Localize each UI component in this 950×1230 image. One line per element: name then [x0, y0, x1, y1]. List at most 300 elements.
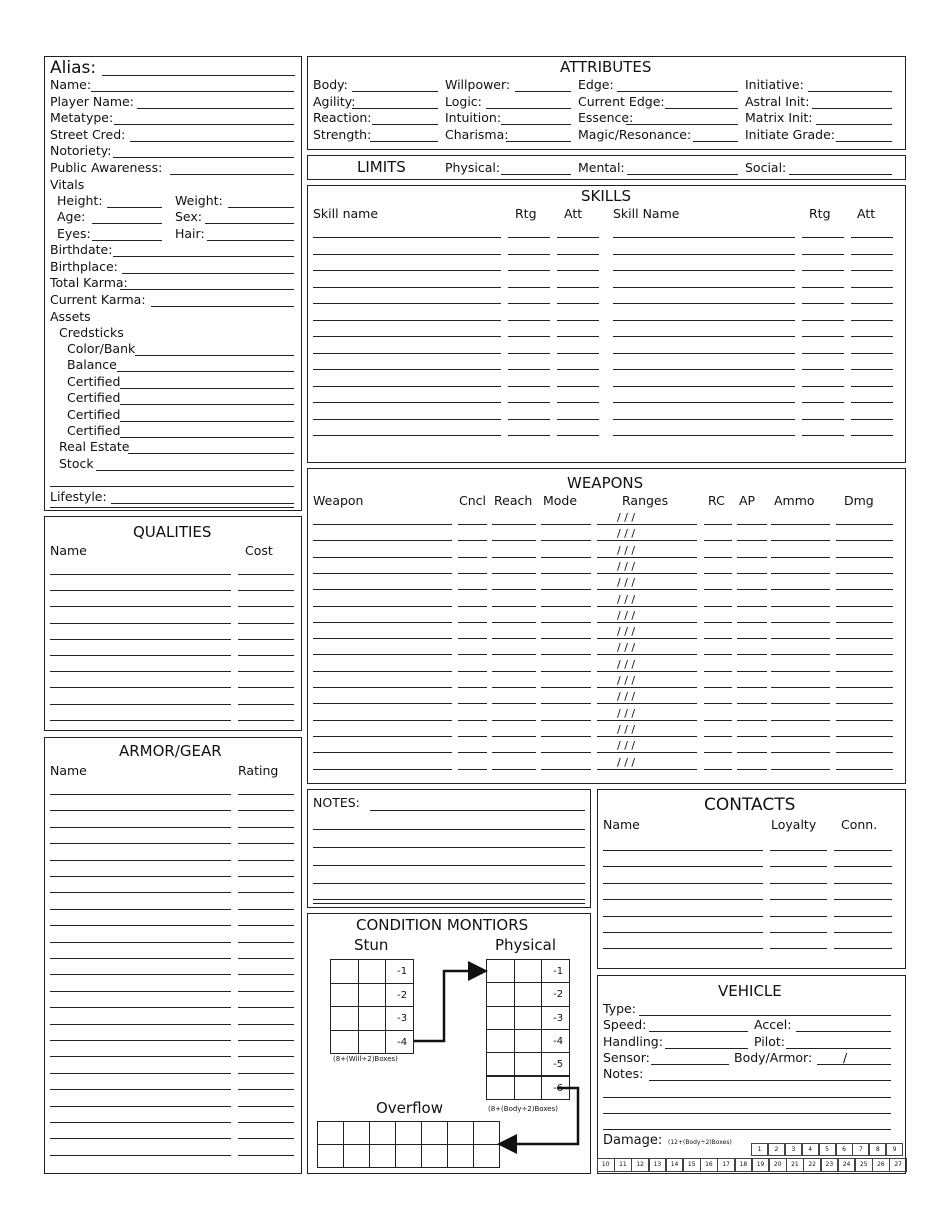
- weapon-name-field[interactable]: [313, 638, 452, 639]
- skill-rtg-field[interactable]: [508, 237, 550, 238]
- skill-att-field[interactable]: [851, 386, 893, 387]
- identity-field[interactable]: [137, 108, 294, 109]
- vehicle-damage-box[interactable]: 2: [768, 1143, 785, 1156]
- weapon-rc-field[interactable]: [704, 671, 732, 672]
- weapon-name-field[interactable]: [313, 720, 452, 721]
- skill-name-field[interactable]: [613, 254, 795, 255]
- weapon-ranges-field[interactable]: [597, 589, 697, 590]
- stun-box[interactable]: [330, 1006, 359, 1031]
- armor-name-field[interactable]: [50, 1155, 231, 1156]
- contact-conn-field[interactable]: [834, 948, 892, 949]
- weapon-name-field[interactable]: [313, 769, 452, 770]
- physical-modifier-box[interactable]: -1: [541, 959, 570, 983]
- vehicle-damage-box[interactable]: 12: [631, 1158, 649, 1172]
- weapon-cncl-field[interactable]: [458, 703, 487, 704]
- weapon-ap-field[interactable]: [737, 671, 767, 672]
- stun-modifier-box[interactable]: -2: [385, 983, 414, 1008]
- weapon-cncl-field[interactable]: [458, 736, 487, 737]
- armor-rating-field[interactable]: [238, 1040, 294, 1041]
- weapon-reach-field[interactable]: [492, 654, 536, 655]
- weapon-rc-field[interactable]: [704, 606, 732, 607]
- physical-modifier-box[interactable]: -3: [541, 1006, 570, 1030]
- attribute-field[interactable]: [352, 108, 438, 109]
- skill-att-field[interactable]: [557, 419, 599, 420]
- skill-name-field[interactable]: [313, 369, 501, 370]
- vehicle-damage-box[interactable]: 7: [852, 1143, 869, 1156]
- vehicle-damage-box[interactable]: 25: [855, 1158, 873, 1172]
- weapon-ap-field[interactable]: [737, 589, 767, 590]
- vehicle-damage-box[interactable]: 11: [614, 1158, 632, 1172]
- notes-line[interactable]: [313, 865, 585, 866]
- armor-name-field[interactable]: [50, 1056, 231, 1057]
- skill-name-field[interactable]: [313, 435, 501, 436]
- weapon-mode-field[interactable]: [541, 557, 591, 558]
- quality-cost-field[interactable]: [238, 623, 294, 624]
- weapon-rc-field[interactable]: [704, 524, 732, 525]
- skill-name-field[interactable]: [313, 353, 501, 354]
- identity-field[interactable]: [170, 174, 294, 175]
- weapon-dmg-field[interactable]: [836, 573, 893, 574]
- weapon-dmg-field[interactable]: [836, 557, 893, 558]
- contact-name-field[interactable]: [603, 932, 763, 933]
- weapon-mode-field[interactable]: [541, 687, 591, 688]
- quality-cost-field[interactable]: [238, 720, 294, 721]
- vehicle-sensor-field[interactable]: [651, 1064, 729, 1065]
- notes-field[interactable]: [370, 810, 585, 811]
- vehicle-damage-box[interactable]: 10: [597, 1158, 615, 1172]
- skill-att-field[interactable]: [557, 270, 599, 271]
- weapon-ap-field[interactable]: [737, 736, 767, 737]
- armor-name-field[interactable]: [50, 1122, 231, 1123]
- armor-rating-field[interactable]: [238, 1155, 294, 1156]
- contact-name-field[interactable]: [603, 850, 763, 851]
- attribute-field[interactable]: [617, 91, 738, 92]
- weapon-rc-field[interactable]: [704, 622, 732, 623]
- quality-cost-field[interactable]: [238, 704, 294, 705]
- weapon-rc-field[interactable]: [704, 769, 732, 770]
- vehicle-body-armor-field[interactable]: [817, 1064, 891, 1065]
- skill-name-field[interactable]: [313, 320, 501, 321]
- vehicle-damage-box[interactable]: 13: [649, 1158, 667, 1172]
- armor-rating-field[interactable]: [238, 958, 294, 959]
- weapon-ammo-field[interactable]: [771, 720, 830, 721]
- armor-name-field[interactable]: [50, 876, 231, 877]
- armor-name-field[interactable]: [50, 810, 231, 811]
- armor-rating-field[interactable]: [238, 1056, 294, 1057]
- physical-box[interactable]: [514, 959, 543, 983]
- skill-att-field[interactable]: [851, 369, 893, 370]
- weapon-cncl-field[interactable]: [458, 557, 487, 558]
- weapon-ammo-field[interactable]: [771, 589, 830, 590]
- vehicle-speed-field[interactable]: [649, 1031, 748, 1032]
- skill-rtg-field[interactable]: [802, 419, 844, 420]
- skill-att-field[interactable]: [557, 402, 599, 403]
- weapon-dmg-field[interactable]: [836, 687, 893, 688]
- credstick-field[interactable]: [135, 355, 294, 356]
- armor-rating-field[interactable]: [238, 1106, 294, 1107]
- weapon-rc-field[interactable]: [704, 589, 732, 590]
- skill-name-field[interactable]: [613, 287, 795, 288]
- stun-box[interactable]: [330, 1030, 359, 1055]
- assets-extra-line[interactable]: [50, 486, 294, 487]
- skill-name-field[interactable]: [313, 402, 501, 403]
- contact-name-field[interactable]: [603, 948, 763, 949]
- vehicle-damage-box[interactable]: 9: [886, 1143, 903, 1156]
- weapon-rc-field[interactable]: [704, 654, 732, 655]
- notes-line[interactable]: [313, 883, 585, 884]
- skill-name-field[interactable]: [313, 287, 501, 288]
- physical-box[interactable]: [486, 982, 515, 1006]
- weapon-ap-field[interactable]: [737, 654, 767, 655]
- weapon-reach-field[interactable]: [492, 622, 536, 623]
- skill-att-field[interactable]: [851, 435, 893, 436]
- stun-modifier-box[interactable]: -3: [385, 1006, 414, 1031]
- vehicle-pilot-field[interactable]: [786, 1048, 891, 1049]
- vitals-eyes-field[interactable]: [92, 240, 162, 241]
- quality-name-field[interactable]: [50, 687, 231, 688]
- attribute-field[interactable]: [812, 108, 892, 109]
- contact-name-field[interactable]: [603, 883, 763, 884]
- armor-name-field[interactable]: [50, 860, 231, 861]
- vitals-height-field[interactable]: [107, 207, 162, 208]
- weapon-name-field[interactable]: [313, 752, 452, 753]
- skill-att-field[interactable]: [851, 254, 893, 255]
- overflow-box[interactable]: [447, 1121, 474, 1145]
- skill-name-field[interactable]: [313, 270, 501, 271]
- physical-box[interactable]: [486, 1029, 515, 1053]
- weapon-mode-field[interactable]: [541, 752, 591, 753]
- vehicle-notes-field[interactable]: [649, 1080, 891, 1081]
- lifestyle-field[interactable]: [111, 503, 294, 504]
- weapon-cncl-field[interactable]: [458, 752, 487, 753]
- contact-conn-field[interactable]: [834, 899, 892, 900]
- credstick-field[interactable]: [120, 404, 294, 405]
- skill-name-field[interactable]: [313, 336, 501, 337]
- weapon-reach-field[interactable]: [492, 638, 536, 639]
- weapon-name-field[interactable]: [313, 524, 452, 525]
- physical-box[interactable]: [486, 959, 515, 983]
- quality-cost-field[interactable]: [238, 671, 294, 672]
- quality-name-field[interactable]: [50, 623, 231, 624]
- weapon-ammo-field[interactable]: [771, 540, 830, 541]
- weapon-mode-field[interactable]: [541, 671, 591, 672]
- weapon-cncl-field[interactable]: [458, 671, 487, 672]
- vehicle-damage-box[interactable]: 26: [872, 1158, 890, 1172]
- quality-cost-field[interactable]: [238, 574, 294, 575]
- skill-att-field[interactable]: [557, 435, 599, 436]
- weapon-cncl-field[interactable]: [458, 589, 487, 590]
- weapon-rc-field[interactable]: [704, 687, 732, 688]
- overflow-box[interactable]: [369, 1144, 396, 1168]
- skill-rtg-field[interactable]: [508, 386, 550, 387]
- stun-box[interactable]: [358, 1030, 387, 1055]
- notes-line[interactable]: [313, 903, 585, 904]
- overflow-box[interactable]: [473, 1121, 500, 1145]
- weapon-name-field[interactable]: [313, 606, 452, 607]
- weapon-cncl-field[interactable]: [458, 606, 487, 607]
- armor-rating-field[interactable]: [238, 925, 294, 926]
- vehicle-damage-box[interactable]: 18: [735, 1158, 753, 1172]
- weapon-name-field[interactable]: [313, 703, 452, 704]
- vehicle-damage-box[interactable]: 14: [666, 1158, 684, 1172]
- weapon-ap-field[interactable]: [737, 752, 767, 753]
- armor-name-field[interactable]: [50, 942, 231, 943]
- contact-conn-field[interactable]: [834, 866, 892, 867]
- weapon-reach-field[interactable]: [492, 557, 536, 558]
- weapon-dmg-field[interactable]: [836, 654, 893, 655]
- contact-name-field[interactable]: [603, 866, 763, 867]
- weapon-ranges-field[interactable]: [597, 671, 697, 672]
- weapon-ap-field[interactable]: [737, 540, 767, 541]
- identity-field[interactable]: [113, 256, 294, 257]
- quality-name-field[interactable]: [50, 704, 231, 705]
- weapon-cncl-field[interactable]: [458, 687, 487, 688]
- weapon-name-field[interactable]: [313, 671, 452, 672]
- weapon-dmg-field[interactable]: [836, 769, 893, 770]
- weapon-name-field[interactable]: [313, 687, 452, 688]
- skill-rtg-field[interactable]: [508, 303, 550, 304]
- stun-box[interactable]: [330, 983, 359, 1008]
- weapon-ammo-field[interactable]: [771, 752, 830, 753]
- vehicle-damage-box[interactable]: 3: [785, 1143, 802, 1156]
- attribute-field[interactable]: [352, 91, 438, 92]
- attribute-field[interactable]: [808, 91, 892, 92]
- skill-att-field[interactable]: [851, 419, 893, 420]
- skill-rtg-field[interactable]: [802, 369, 844, 370]
- skill-rtg-field[interactable]: [508, 353, 550, 354]
- weapon-ammo-field[interactable]: [771, 736, 830, 737]
- armor-rating-field[interactable]: [238, 1007, 294, 1008]
- armor-rating-field[interactable]: [238, 909, 294, 910]
- vehicle-notes-line[interactable]: [603, 1113, 891, 1114]
- physical-modifier-box[interactable]: -2: [541, 982, 570, 1006]
- armor-name-field[interactable]: [50, 794, 231, 795]
- weapon-cncl-field[interactable]: [458, 622, 487, 623]
- skill-rtg-field[interactable]: [508, 336, 550, 337]
- quality-cost-field[interactable]: [238, 606, 294, 607]
- overflow-box[interactable]: [447, 1144, 474, 1168]
- quality-name-field[interactable]: [50, 671, 231, 672]
- skill-name-field[interactable]: [613, 270, 795, 271]
- identity-field[interactable]: [114, 124, 294, 125]
- weapon-reach-field[interactable]: [492, 671, 536, 672]
- limit-physical-field[interactable]: [501, 174, 571, 175]
- armor-rating-field[interactable]: [238, 1138, 294, 1139]
- skill-rtg-field[interactable]: [802, 287, 844, 288]
- skill-att-field[interactable]: [851, 320, 893, 321]
- weapon-rc-field[interactable]: [704, 557, 732, 558]
- skill-att-field[interactable]: [851, 336, 893, 337]
- weapon-mode-field[interactable]: [541, 720, 591, 721]
- stun-box[interactable]: [358, 983, 387, 1008]
- weapon-ranges-field[interactable]: [597, 769, 697, 770]
- weapon-mode-field[interactable]: [541, 769, 591, 770]
- skill-rtg-field[interactable]: [802, 254, 844, 255]
- weapon-dmg-field[interactable]: [836, 736, 893, 737]
- physical-box[interactable]: [486, 1076, 515, 1100]
- skill-att-field[interactable]: [557, 254, 599, 255]
- weapon-mode-field[interactable]: [541, 606, 591, 607]
- weapon-reach-field[interactable]: [492, 720, 536, 721]
- weapon-cncl-field[interactable]: [458, 769, 487, 770]
- armor-name-field[interactable]: [50, 1138, 231, 1139]
- armor-rating-field[interactable]: [238, 1089, 294, 1090]
- stun-modifier-box[interactable]: -1: [385, 959, 414, 984]
- credstick-field[interactable]: [120, 388, 294, 389]
- weapon-dmg-field[interactable]: [836, 720, 893, 721]
- skill-name-field[interactable]: [613, 237, 795, 238]
- armor-name-field[interactable]: [50, 1040, 231, 1041]
- contact-loyalty-field[interactable]: [770, 899, 827, 900]
- weapon-cncl-field[interactable]: [458, 654, 487, 655]
- contact-conn-field[interactable]: [834, 883, 892, 884]
- quality-name-field[interactable]: [50, 655, 231, 656]
- armor-name-field[interactable]: [50, 925, 231, 926]
- weapon-ranges-field[interactable]: [597, 557, 697, 558]
- weapon-ap-field[interactable]: [737, 687, 767, 688]
- quality-name-field[interactable]: [50, 639, 231, 640]
- skill-att-field[interactable]: [851, 303, 893, 304]
- weapon-ranges-field[interactable]: [597, 622, 697, 623]
- weapon-dmg-field[interactable]: [836, 671, 893, 672]
- weapon-ammo-field[interactable]: [771, 769, 830, 770]
- vehicle-damage-box[interactable]: 4: [802, 1143, 819, 1156]
- weapon-ammo-field[interactable]: [771, 573, 830, 574]
- physical-box[interactable]: [514, 1006, 543, 1030]
- weapon-reach-field[interactable]: [492, 703, 536, 704]
- weapon-mode-field[interactable]: [541, 622, 591, 623]
- armor-rating-field[interactable]: [238, 1073, 294, 1074]
- stun-box[interactable]: [358, 959, 387, 984]
- credstick-field[interactable]: [117, 371, 294, 372]
- skill-att-field[interactable]: [851, 270, 893, 271]
- weapon-ranges-field[interactable]: [597, 720, 697, 721]
- weapon-reach-field[interactable]: [492, 752, 536, 753]
- skill-name-field[interactable]: [613, 320, 795, 321]
- limit-mental-field[interactable]: [627, 174, 738, 175]
- overflow-box[interactable]: [395, 1121, 422, 1145]
- armor-rating-field[interactable]: [238, 860, 294, 861]
- vehicle-damage-box[interactable]: 15: [683, 1158, 701, 1172]
- overflow-box[interactable]: [317, 1121, 344, 1145]
- weapon-ap-field[interactable]: [737, 638, 767, 639]
- weapon-ammo-field[interactable]: [771, 606, 830, 607]
- credstick-field[interactable]: [120, 421, 294, 422]
- limit-social-field[interactable]: [789, 174, 892, 175]
- armor-name-field[interactable]: [50, 1073, 231, 1074]
- skill-rtg-field[interactable]: [508, 320, 550, 321]
- armor-rating-field[interactable]: [238, 794, 294, 795]
- skill-name-field[interactable]: [613, 419, 795, 420]
- identity-field[interactable]: [122, 273, 294, 274]
- quality-name-field[interactable]: [50, 574, 231, 575]
- lifestyle-extra-line[interactable]: [50, 507, 294, 508]
- armor-rating-field[interactable]: [238, 827, 294, 828]
- skill-name-field[interactable]: [313, 419, 501, 420]
- skill-rtg-field[interactable]: [802, 270, 844, 271]
- skill-att-field[interactable]: [557, 369, 599, 370]
- vitals-hair-field[interactable]: [207, 240, 294, 241]
- physical-box[interactable]: [514, 982, 543, 1006]
- stun-box[interactable]: [358, 1006, 387, 1031]
- armor-rating-field[interactable]: [238, 991, 294, 992]
- weapon-name-field[interactable]: [313, 654, 452, 655]
- quality-name-field[interactable]: [50, 606, 231, 607]
- armor-name-field[interactable]: [50, 1106, 231, 1107]
- weapon-reach-field[interactable]: [492, 769, 536, 770]
- overflow-box[interactable]: [421, 1121, 448, 1145]
- vitals-weight-field[interactable]: [228, 207, 294, 208]
- skill-att-field[interactable]: [557, 386, 599, 387]
- weapon-mode-field[interactable]: [541, 703, 591, 704]
- attribute-field[interactable]: [501, 124, 571, 125]
- skill-att-field[interactable]: [851, 237, 893, 238]
- attribute-field[interactable]: [486, 108, 571, 109]
- weapon-dmg-field[interactable]: [836, 703, 893, 704]
- armor-rating-field[interactable]: [238, 1122, 294, 1123]
- skill-name-field[interactable]: [613, 369, 795, 370]
- quality-name-field[interactable]: [50, 720, 231, 721]
- physical-modifier-box[interactable]: -5: [541, 1052, 570, 1076]
- skill-att-field[interactable]: [557, 336, 599, 337]
- weapon-ammo-field[interactable]: [771, 638, 830, 639]
- weapon-ap-field[interactable]: [737, 606, 767, 607]
- weapon-dmg-field[interactable]: [836, 752, 893, 753]
- armor-name-field[interactable]: [50, 892, 231, 893]
- armor-name-field[interactable]: [50, 958, 231, 959]
- weapon-reach-field[interactable]: [492, 589, 536, 590]
- contact-loyalty-field[interactable]: [770, 883, 827, 884]
- real-estate-field[interactable]: [128, 453, 294, 454]
- armor-rating-field[interactable]: [238, 974, 294, 975]
- vehicle-damage-box[interactable]: 19: [752, 1158, 770, 1172]
- weapon-ap-field[interactable]: [737, 720, 767, 721]
- notes-line[interactable]: [313, 899, 585, 900]
- vehicle-handling-field[interactable]: [665, 1048, 748, 1049]
- skill-name-field[interactable]: [613, 402, 795, 403]
- attribute-field[interactable]: [515, 91, 571, 92]
- vehicle-type-field[interactable]: [639, 1015, 891, 1016]
- armor-name-field[interactable]: [50, 1089, 231, 1090]
- skill-name-field[interactable]: [613, 435, 795, 436]
- weapon-name-field[interactable]: [313, 540, 452, 541]
- weapon-reach-field[interactable]: [492, 606, 536, 607]
- weapon-reach-field[interactable]: [492, 687, 536, 688]
- skill-rtg-field[interactable]: [508, 270, 550, 271]
- weapon-mode-field[interactable]: [541, 589, 591, 590]
- skill-rtg-field[interactable]: [508, 369, 550, 370]
- attribute-field[interactable]: [693, 141, 738, 142]
- weapon-cncl-field[interactable]: [458, 720, 487, 721]
- weapon-ap-field[interactable]: [737, 524, 767, 525]
- contact-conn-field[interactable]: [834, 932, 892, 933]
- physical-modifier-box[interactable]: -6: [541, 1076, 570, 1100]
- skill-att-field[interactable]: [557, 237, 599, 238]
- vehicle-damage-box[interactable]: 20: [769, 1158, 787, 1172]
- contact-loyalty-field[interactable]: [770, 850, 827, 851]
- contact-loyalty-field[interactable]: [770, 948, 827, 949]
- weapon-dmg-field[interactable]: [836, 606, 893, 607]
- weapon-ranges-field[interactable]: [597, 703, 697, 704]
- contact-conn-field[interactable]: [834, 850, 892, 851]
- weapon-dmg-field[interactable]: [836, 638, 893, 639]
- weapon-mode-field[interactable]: [541, 524, 591, 525]
- armor-name-field[interactable]: [50, 827, 231, 828]
- alias-field[interactable]: [102, 75, 295, 76]
- notes-line[interactable]: [313, 829, 585, 830]
- skill-name-field[interactable]: [313, 254, 501, 255]
- weapon-ammo-field[interactable]: [771, 703, 830, 704]
